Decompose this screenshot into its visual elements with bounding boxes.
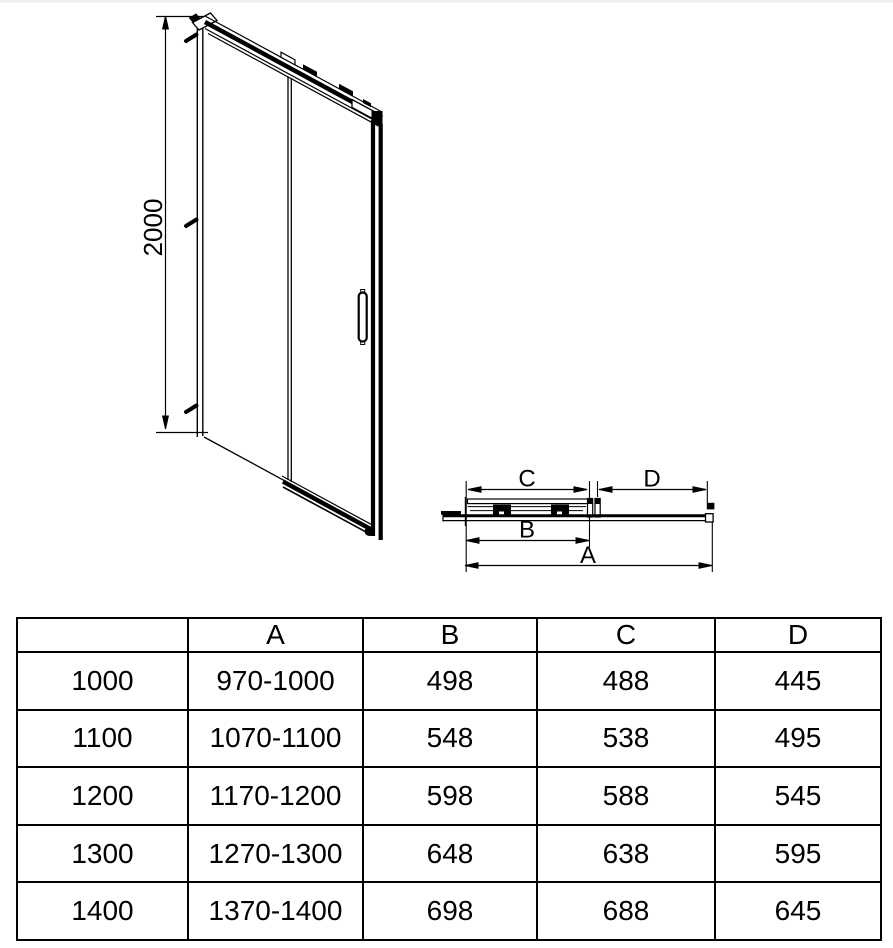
table-row bbox=[17, 767, 881, 825]
cell-b: 548 bbox=[363, 710, 537, 768]
plan-panel-end-cap bbox=[706, 514, 714, 522]
cell-c: 488 bbox=[537, 652, 715, 710]
cell-b: 598 bbox=[363, 767, 537, 825]
cell-size: 1100 bbox=[17, 710, 188, 768]
plan-roller-1 bbox=[493, 505, 511, 516]
cell-c: 588 bbox=[537, 767, 715, 825]
plan-profile bbox=[441, 497, 714, 526]
cell-b: 648 bbox=[363, 825, 537, 883]
wall-profile-left bbox=[186, 13, 217, 437]
sliding-panel bbox=[282, 100, 383, 541]
table-header-row bbox=[17, 618, 881, 652]
wall-bracket-middle bbox=[186, 220, 197, 227]
plan-view bbox=[441, 466, 714, 573]
cell-a: 970-1000 bbox=[188, 652, 363, 710]
fixed-panel bbox=[204, 77, 291, 482]
cell-d: 545 bbox=[715, 767, 881, 825]
bottom-rail bbox=[282, 476, 375, 536]
plan-wall-bracket bbox=[707, 503, 715, 510]
table-row bbox=[17, 652, 881, 710]
fixed-panel-bottom-edge bbox=[204, 437, 284, 480]
cell-size: 1200 bbox=[17, 767, 188, 825]
header-a: A bbox=[188, 618, 363, 652]
page-edge-strip bbox=[0, 0, 893, 3]
dimension-d bbox=[599, 466, 706, 493]
dim-d-label: D bbox=[643, 465, 661, 493]
cell-d: 645 bbox=[715, 882, 881, 940]
dim-a-label: A bbox=[579, 542, 597, 569]
cell-d: 595 bbox=[715, 825, 881, 883]
plan-roller-2 bbox=[551, 505, 569, 516]
dimension-a bbox=[465, 542, 712, 569]
wall-brackets bbox=[186, 35, 197, 413]
header-c: C bbox=[537, 618, 715, 652]
cell-a: 1270-1300 bbox=[188, 825, 363, 883]
wall-bracket-top bbox=[186, 35, 197, 42]
cell-c: 638 bbox=[537, 825, 715, 883]
header-d: D bbox=[715, 618, 881, 652]
dim-c-label: C bbox=[518, 465, 536, 493]
cell-size: 1000 bbox=[17, 652, 188, 710]
plan-wall-dash bbox=[441, 511, 461, 515]
table-row bbox=[17, 710, 881, 768]
cell-c: 538 bbox=[537, 710, 715, 768]
cell-a: 1170-1200 bbox=[188, 767, 363, 825]
height-dimension bbox=[138, 16, 211, 433]
plan-sliding-panel bbox=[468, 499, 590, 504]
cell-a: 1370-1400 bbox=[188, 882, 363, 940]
elevation-view bbox=[138, 13, 383, 540]
cell-d: 495 bbox=[715, 710, 881, 768]
header-b: B bbox=[363, 618, 537, 652]
dimension-arrow-down bbox=[163, 416, 169, 429]
dimension-c bbox=[468, 466, 587, 493]
cell-a: 1070-1100 bbox=[188, 710, 363, 768]
height-dimension-label: 2000 bbox=[138, 198, 168, 257]
door-handle bbox=[359, 290, 367, 345]
plan-fixed-panel bbox=[443, 514, 713, 522]
cell-b: 698 bbox=[363, 882, 537, 940]
table-row bbox=[17, 825, 881, 883]
cell-size: 1400 bbox=[17, 882, 188, 940]
wall-bracket-bottom bbox=[186, 406, 197, 413]
table-row bbox=[17, 882, 881, 940]
dim-b-label: B bbox=[518, 516, 536, 544]
bottom-rail-end-cap bbox=[365, 527, 375, 536]
cell-d: 445 bbox=[715, 652, 881, 710]
cell-c: 688 bbox=[537, 882, 715, 940]
cell-size: 1300 bbox=[17, 825, 188, 883]
dimensions-table bbox=[16, 617, 882, 941]
header-size bbox=[17, 618, 188, 652]
dimension-arrow-up bbox=[163, 16, 169, 29]
cell-b: 498 bbox=[363, 652, 537, 710]
